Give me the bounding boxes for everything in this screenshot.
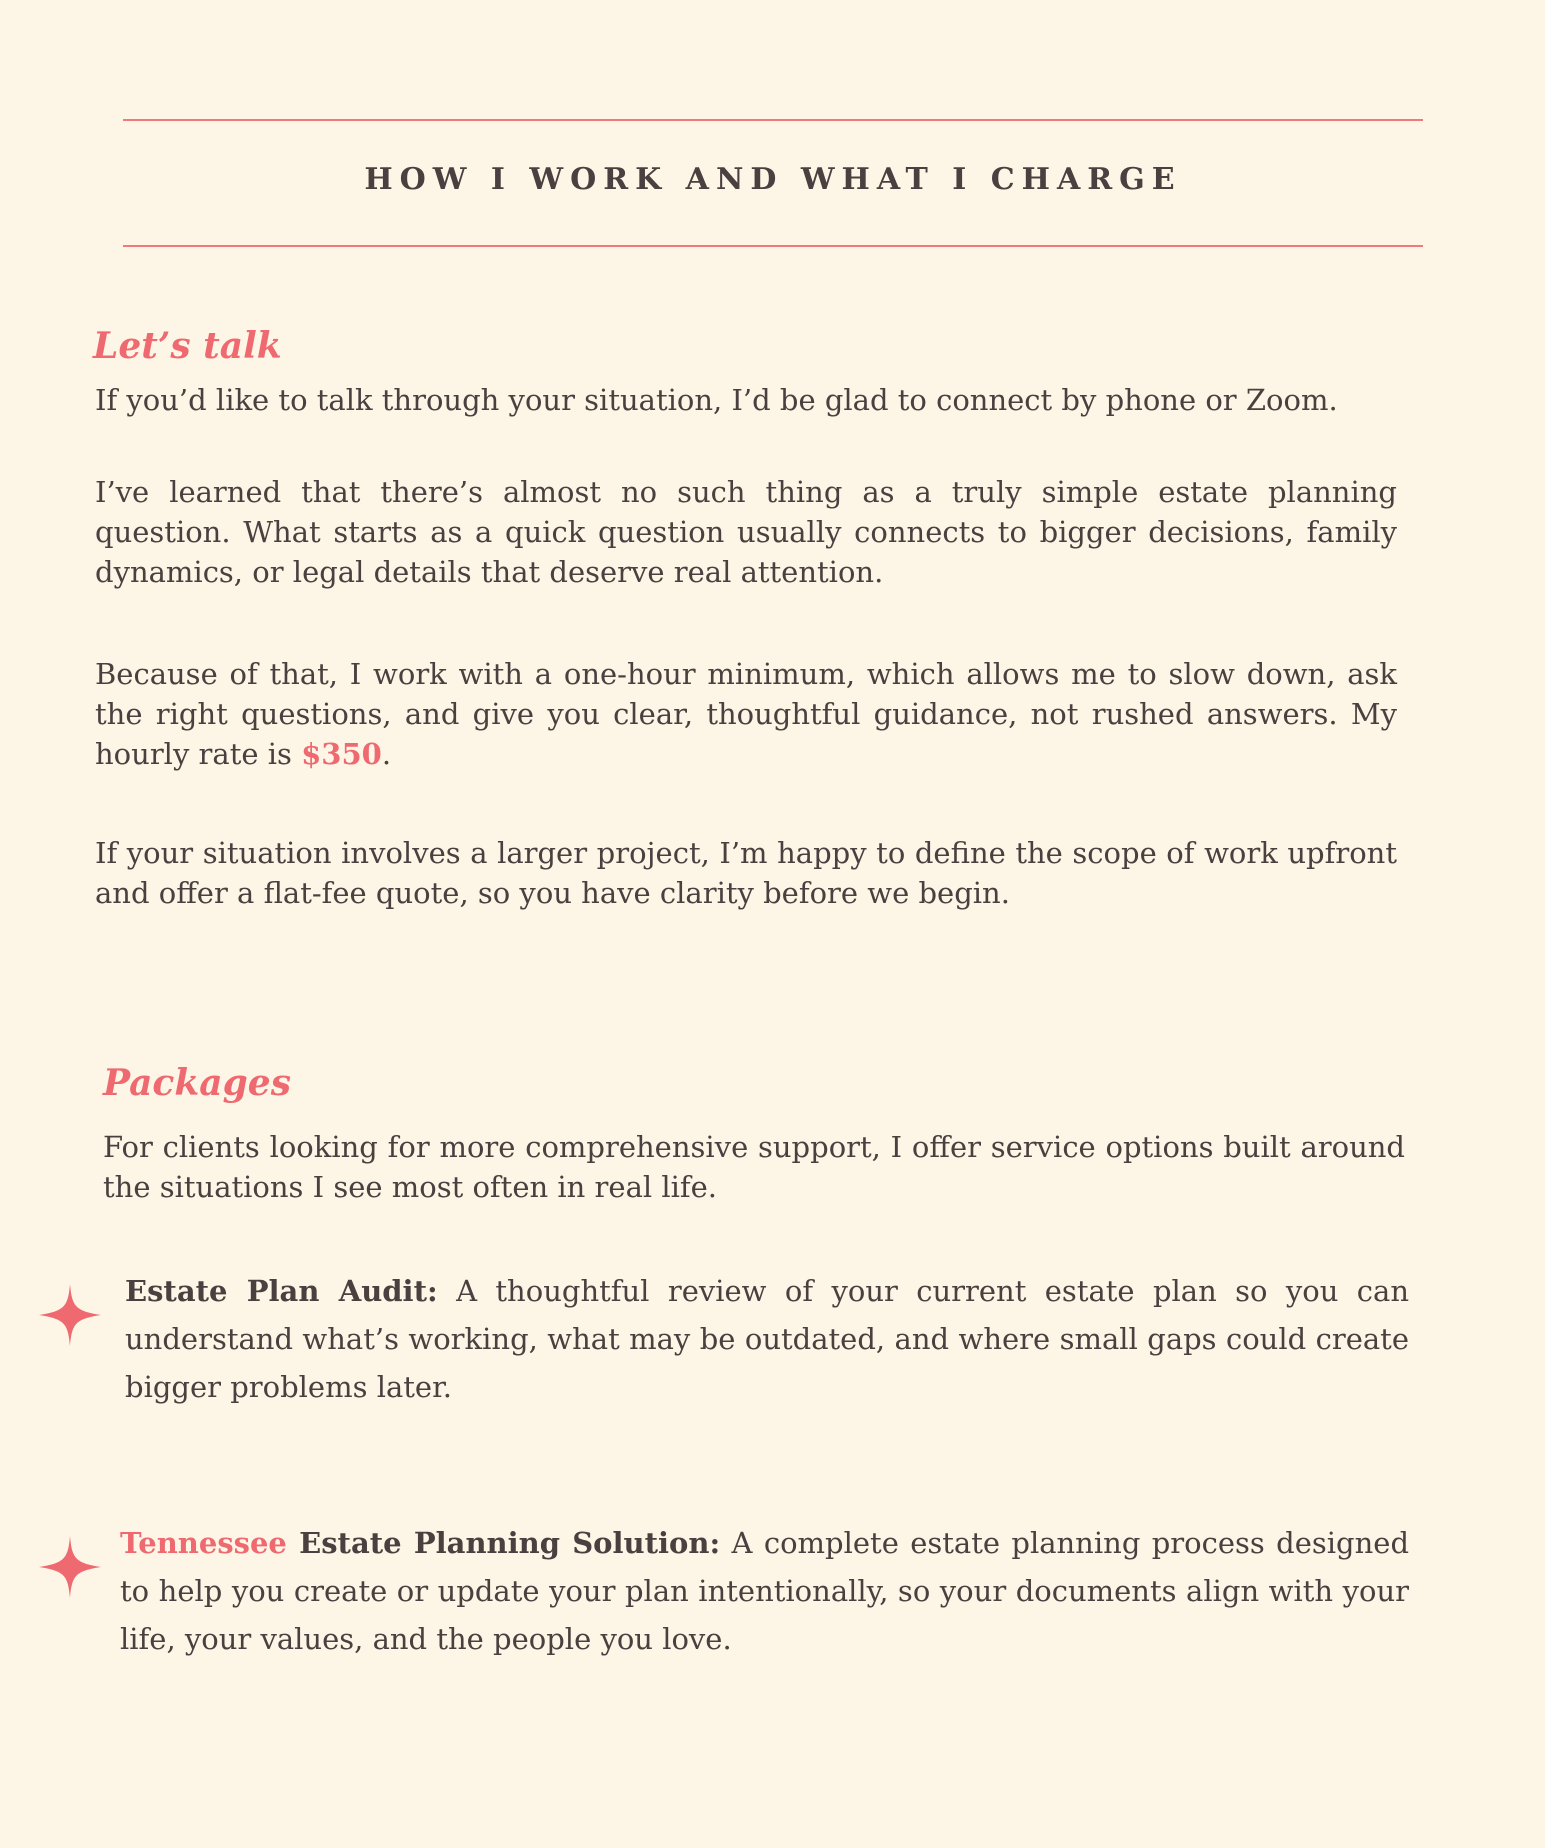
sparkle-icon (35, 1532, 105, 1602)
lets-talk-heading: Let’s talk (93, 325, 282, 367)
rate-text: Because of that, I work with a one-hour minimum, which allows me to slow down, ask the right questions, and give you clear, thoughtful guidance, not rushed answers. My hourly rate is (95, 657, 1397, 771)
page-title: HOW I WORK AND WHAT I CHARGE (364, 162, 1182, 197)
lets-talk-paragraph-3 (95, 654, 1397, 774)
package-description (125, 1267, 1409, 1411)
header-rule-top (123, 119, 1423, 121)
rate-text-end: . (381, 737, 392, 771)
sparkle-icon (35, 1280, 105, 1350)
hourly-rate: $350 (301, 737, 382, 771)
packages-heading: Packages (103, 1062, 291, 1104)
lets-talk-paragraph-1: If you’d like to talk through your situation, I’d be glad to connect by phone or Zoom. (95, 383, 1338, 417)
package-name-state: Tennessee (120, 1526, 287, 1560)
packages-intro: For clients looking for more comprehensive support, I offer service options built around the situations I see most often in real life. (103, 1130, 1405, 1204)
header-rule-bottom (123, 245, 1423, 247)
package-details: A complete estate planning process designed to help you create or update your plan intentionally, so your documents align with your life, your values, and the people you love. (120, 1526, 1410, 1656)
lets-talk-paragraph-2: I’ve learned that there’s almost no such thing as a truly simple estate planning question. What starts as a quick question usually connects to bigger decisions, family dynamics, or legal details that deserve real attention. (95, 475, 1397, 589)
package-description (120, 1519, 1409, 1663)
package-name: Estate Plan Audit: (125, 1274, 438, 1308)
lets-talk-paragraph-4: If your situation involves a larger project, I’m happy to define the scope of work upfront and offer a flat-fee quote, so you have clarity before we begin. (95, 836, 1397, 910)
package-details: A thoughtful review of your current estate plan so you can understand what’s working, what may be outdated, and where small gaps could create bigger problems later. (125, 1274, 1410, 1404)
package-name: Estate Planning Solution: (286, 1526, 721, 1560)
